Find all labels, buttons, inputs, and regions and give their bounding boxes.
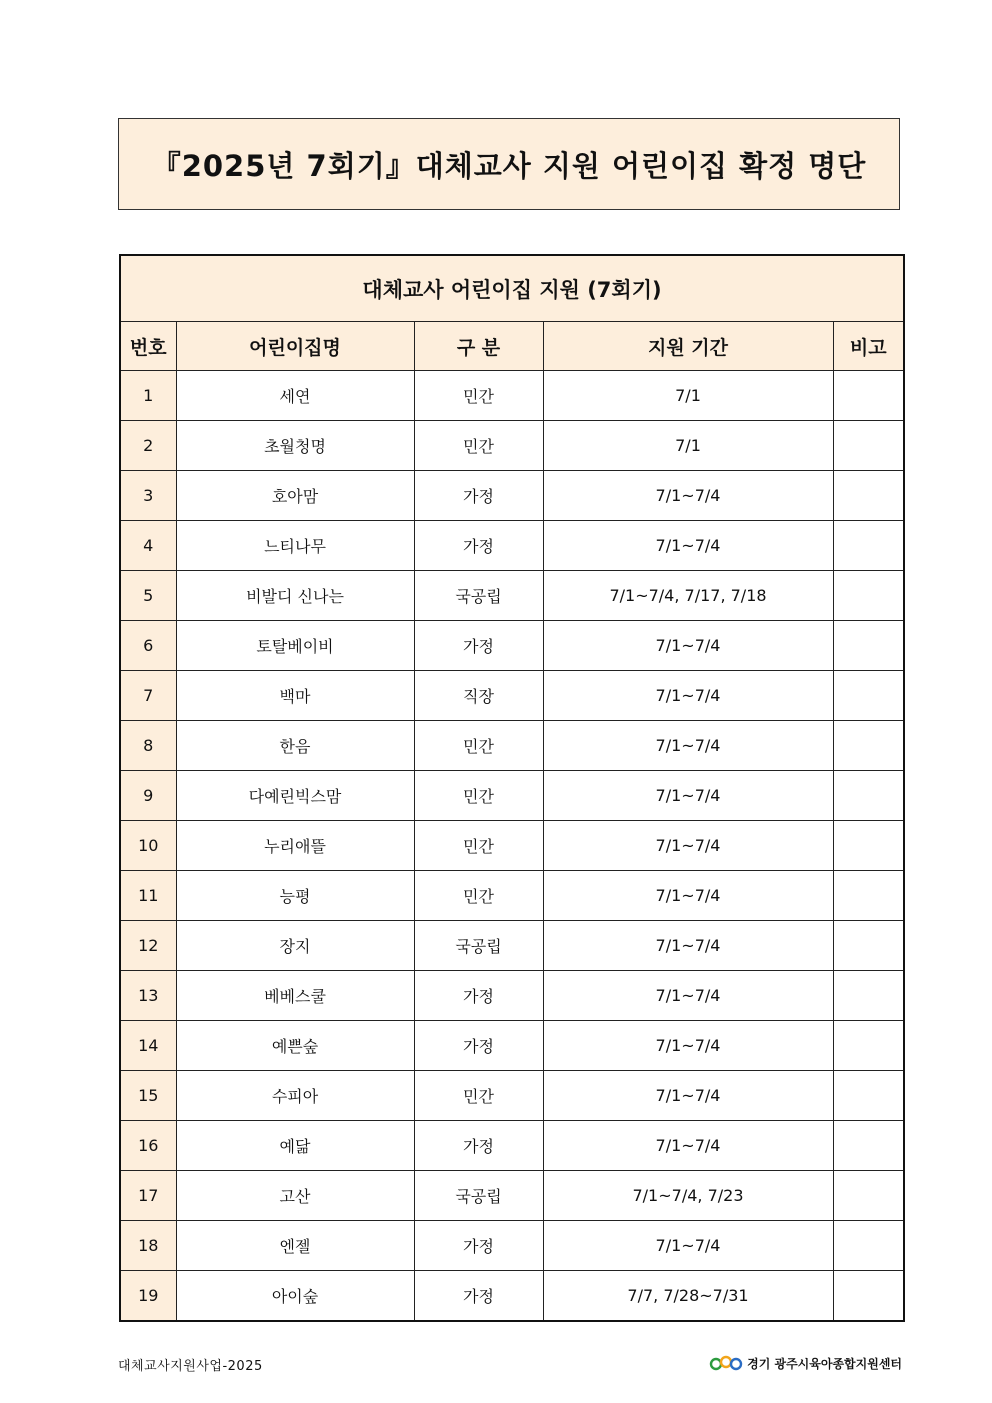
table-row [120,571,904,621]
cell-type: 국공립 [414,921,543,971]
cell-note [833,471,904,521]
table-row [120,971,904,1021]
cell-type: 가정 [414,1121,543,1171]
cell-note [833,871,904,921]
cell-name: 토탈베이비 [176,621,414,671]
table-row [120,621,904,671]
footer-left: 대체교사지원사업-2025 [118,1359,263,1374]
cell-type: 민간 [414,821,543,871]
cell-type: 민간 [414,721,543,771]
cell-no: 10 [120,821,176,871]
cell-type: 가정 [414,521,543,571]
table-row [120,421,904,471]
cell-no: 9 [120,771,176,821]
table-row [120,1171,904,1221]
cell-period: 7/1~7/4 [543,621,833,671]
cell-period: 7/1~7/4 [543,821,833,871]
table-row [120,1271,904,1322]
table-row [120,871,904,921]
header-type: 구 분 [414,322,543,371]
cell-period: 7/1~7/4 [543,1121,833,1171]
table-row [120,1071,904,1121]
cell-no: 2 [120,421,176,471]
footer-org-name: 경기 광주시육아종합지원센터 [747,1356,902,1371]
cell-period: 7/7, 7/28~7/31 [543,1271,833,1322]
header-name: 어린이집명 [176,322,414,371]
cell-period: 7/1~7/4 [543,1071,833,1121]
cell-note [833,721,904,771]
cell-period: 7/1~7/4 [543,1221,833,1271]
header-note: 비고 [833,322,904,371]
table-row [120,521,904,571]
cell-no: 13 [120,971,176,1021]
table-row [120,821,904,871]
cell-period: 7/1 [543,371,833,421]
cell-note [833,1171,904,1221]
cell-period: 7/1~7/4, 7/23 [543,1171,833,1221]
cell-name: 백마 [176,671,414,721]
table-row [120,721,904,771]
cell-type: 가정 [414,1021,543,1071]
cell-no: 1 [120,371,176,421]
cell-no: 11 [120,871,176,921]
title-box [118,118,900,210]
cell-type: 가정 [414,621,543,671]
cell-no: 18 [120,1221,176,1271]
cell-period: 7/1~7/4 [543,921,833,971]
cell-no: 5 [120,571,176,621]
cell-name: 초월청명 [176,421,414,471]
cell-no: 4 [120,521,176,571]
cell-period: 7/1~7/4 [543,971,833,1021]
cell-type: 가정 [414,471,543,521]
cell-no: 16 [120,1121,176,1171]
cell-no: 12 [120,921,176,971]
table-caption-row [120,255,904,322]
table-row [120,1021,904,1071]
table-row [120,1121,904,1171]
cell-type: 국공립 [414,571,543,621]
cell-note [833,1121,904,1171]
table-row [120,671,904,721]
cell-period: 7/1 [543,421,833,471]
cell-type: 국공립 [414,1171,543,1221]
cell-note [833,1221,904,1271]
table-row [120,1221,904,1271]
cell-no: 3 [120,471,176,521]
cell-no: 19 [120,1271,176,1322]
cell-period: 7/1~7/4 [543,1021,833,1071]
cell-type: 민간 [414,1071,543,1121]
cell-name: 예쁜숲 [176,1021,414,1071]
cell-note [833,421,904,471]
support-table [119,254,905,1322]
cell-name: 베베스쿨 [176,971,414,1021]
cell-note [833,921,904,971]
cell-period: 7/1~7/4 [543,471,833,521]
cell-note [833,671,904,721]
cell-period: 7/1~7/4, 7/17, 7/18 [543,571,833,621]
table-row [120,921,904,971]
cell-name: 고산 [176,1171,414,1221]
table-caption: 대체교사 어린이집 지원 (7회기) [120,255,904,322]
table-row [120,771,904,821]
page-title: 『2025년 7회기』대체교사 지원 어린이집 확정 명단 [151,148,867,183]
cell-period: 7/1~7/4 [543,771,833,821]
cell-type: 민간 [414,871,543,921]
cell-no: 15 [120,1071,176,1121]
cell-note [833,971,904,1021]
cell-note [833,821,904,871]
cell-type: 민간 [414,421,543,471]
cell-name: 세연 [176,371,414,421]
cell-note [833,771,904,821]
cell-type: 민간 [414,771,543,821]
cell-name: 아이숲 [176,1271,414,1322]
cell-note [833,521,904,571]
cell-name: 장지 [176,921,414,971]
cell-note [833,571,904,621]
cell-name: 능평 [176,871,414,921]
footer-right [709,1353,902,1373]
cell-type: 가정 [414,1271,543,1322]
cell-no: 17 [120,1171,176,1221]
table-row [120,471,904,521]
table-row [120,371,904,421]
cell-type: 가정 [414,971,543,1021]
cell-name: 예닮 [176,1121,414,1171]
cell-no: 7 [120,671,176,721]
cell-note [833,371,904,421]
center-logo-icon [709,1353,743,1373]
cell-name: 느티나무 [176,521,414,571]
cell-name: 호아맘 [176,471,414,521]
cell-name: 수피아 [176,1071,414,1121]
cell-no: 8 [120,721,176,771]
cell-type: 민간 [414,371,543,421]
cell-name: 엔젤 [176,1221,414,1271]
cell-note [833,1271,904,1322]
cell-name: 다예린빅스맘 [176,771,414,821]
cell-period: 7/1~7/4 [543,671,833,721]
cell-type: 가정 [414,1221,543,1271]
cell-period: 7/1~7/4 [543,521,833,571]
cell-name: 비발디 신나는 [176,571,414,621]
cell-no: 6 [120,621,176,671]
cell-name: 누리애뜰 [176,821,414,871]
header-no: 번호 [120,322,176,371]
cell-note [833,621,904,671]
cell-period: 7/1~7/4 [543,871,833,921]
cell-type: 직장 [414,671,543,721]
cell-name: 한음 [176,721,414,771]
cell-note [833,1071,904,1121]
table-header-row [120,322,904,371]
cell-note [833,1021,904,1071]
cell-period: 7/1~7/4 [543,721,833,771]
header-period: 지원 기간 [543,322,833,371]
cell-no: 14 [120,1021,176,1071]
